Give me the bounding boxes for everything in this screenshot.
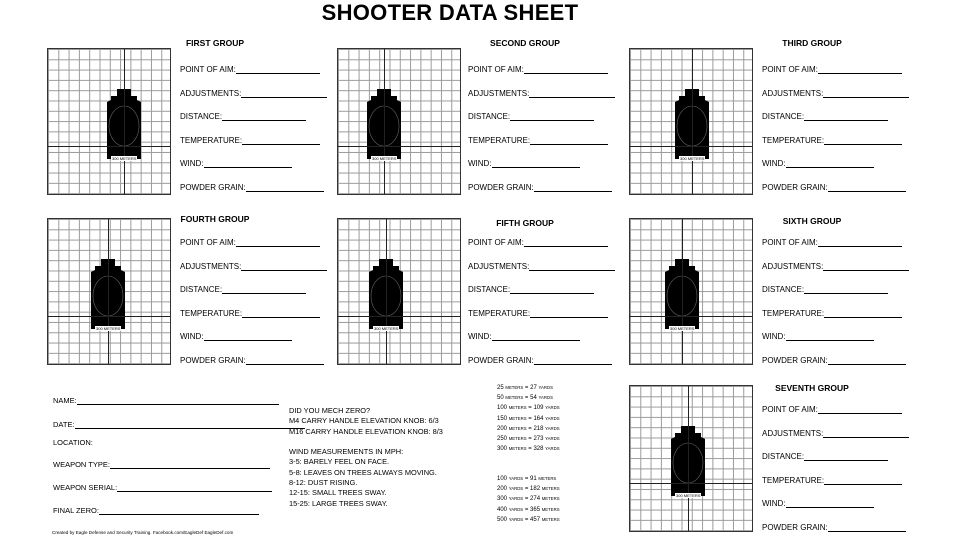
conversion-list-yards-to-meters [497,474,560,525]
aim-line-horizontal [48,316,170,317]
shooter-field-label: NAME: [53,396,77,405]
conversion-row: 150 METERS = 164 YARDS [497,415,560,422]
field-point-of-aim [180,65,320,74]
conversion-row: 50 METERS = 54 YARDS [497,395,553,402]
field-label: TEMPERATURE: [180,308,243,318]
target-grid [337,218,461,365]
conv-result-unit: YARDS [545,405,560,411]
conv-value: 25 [497,385,504,391]
conv-result: 164 [533,415,544,422]
conv-value: 300 [497,496,508,503]
field-label: WIND: [180,159,204,169]
target-distance-label: 300 METERS [676,493,701,498]
field-distance [180,112,306,121]
silhouette-target-icon [48,219,172,366]
field-label: DISTANCE: [180,285,223,295]
field-input-line[interactable] [529,262,615,271]
field-temperature [762,136,902,145]
field-adjustments [762,429,909,438]
field-label: POINT OF AIM: [180,238,236,247]
field-label: ADJUSTMENTS: [762,428,824,438]
page-title: SHOOTER DATA SHEET [321,0,579,25]
target-grid [47,48,171,195]
field-label: ADJUSTMENTS: [468,261,530,271]
conv-result-unit: METERS [541,496,560,502]
field-wind [180,332,292,341]
shooter-field-label: WEAPON TYPE: [53,460,110,469]
field-input-line[interactable] [246,356,324,365]
target-grid [47,218,171,365]
field-label: POWDER GRAIN: [762,523,828,532]
aim-line-vertical [124,49,125,194]
conv-unit: METERS [508,415,527,421]
field-label: ADJUSTMENTS: [180,261,242,271]
field-wind [762,332,874,341]
conv-value: 100 [497,476,508,482]
field-label: DISTANCE: [180,112,223,122]
conv-unit: YARDS [508,516,524,522]
note-line [289,437,443,447]
conv-value: 500 [497,516,508,523]
field-label: WIND: [180,332,204,342]
group-title: FIRST GROUP [185,38,245,48]
field-adjustments [180,262,327,271]
field-input-line[interactable] [204,332,292,341]
conv-result: 457 [530,516,541,523]
field-input-line[interactable] [786,332,874,341]
field-input-line[interactable] [510,285,594,294]
field-input-line[interactable] [246,183,324,192]
field-label: ADJUSTMENTS: [762,261,824,271]
conversion-row: 100 METERS = 109 YARDS [497,405,560,412]
conversion-row: 300 YARDS = 274 METERS [497,496,560,503]
conv-result: 109 [533,405,544,412]
conv-result: 365 [530,506,541,513]
field-label: POINT OF AIM: [468,65,524,74]
shooter-field-input-line[interactable] [110,460,270,469]
note-line: 3-5: BARELY FEEL ON FACE. [289,457,390,467]
field-temperature [180,136,320,145]
silhouette-target-icon [338,49,462,196]
conversion-row: 300 METERS = 328 YARDS [497,446,560,453]
shooter-field [53,460,270,469]
shooter-field-label: FINAL ZERO: [53,506,99,515]
field-label: DISTANCE: [762,452,805,462]
field-input-line[interactable] [236,65,320,74]
shooter-field [53,438,93,447]
silhouette-target-icon [630,386,754,533]
field-input-line[interactable] [242,309,320,318]
conv-result-unit: YARDS [545,446,560,452]
field-powder-grain [762,523,906,532]
shooter-field [53,483,272,492]
shooter-field-input-line[interactable] [75,420,305,429]
conv-unit: YARDS [508,506,524,512]
conversion-row: 500 YARDS = 457 METERS [497,516,560,523]
field-distance [180,285,306,294]
field-point-of-aim [762,65,902,74]
conv-result: 218 [533,425,544,432]
field-label: DISTANCE: [762,285,805,295]
conv-result: 274 [530,496,541,503]
field-input-line[interactable] [823,429,909,438]
field-input-line[interactable] [804,285,888,294]
field-input-line[interactable] [242,136,320,145]
field-distance [468,285,594,294]
conv-result: 27 [530,385,537,391]
conv-result-unit: YARDS [545,415,560,421]
aim-line-horizontal [338,316,460,317]
field-wind [468,159,580,168]
field-input-line[interactable] [818,405,902,414]
field-wind [762,499,874,508]
conversion-row: 400 YARDS = 365 METERS [497,506,560,513]
field-input-line[interactable] [818,238,902,247]
conv-result-unit: YARDS [538,385,553,390]
conversion-row: 200 YARDS = 182 METERS [497,486,560,493]
field-adjustments [468,262,615,271]
field-input-line[interactable] [824,476,902,485]
conv-value: 150 [497,415,508,422]
field-label: POINT OF AIM: [468,238,524,247]
field-input-line[interactable] [529,89,615,98]
field-powder-grain [468,183,612,192]
group-title: FIFTH GROUP [496,218,554,228]
conv-unit: YARDS [508,486,524,492]
field-point-of-aim [762,238,902,247]
field-input-line[interactable] [534,183,612,192]
conversion-row: 200 METERS = 218 YARDS [497,425,560,432]
conv-value: 100 [497,405,508,412]
field-label: POWDER GRAIN: [762,183,828,192]
field-label: POWDER GRAIN: [468,356,534,365]
target-distance-label: 300 METERS [96,326,121,331]
conv-value: 300 [497,446,508,453]
field-input-line[interactable] [828,183,906,192]
field-input-line[interactable] [241,262,327,271]
field-label: TEMPERATURE: [468,308,531,318]
group-title: SECOND GROUP [490,38,560,48]
target-grid [629,385,753,532]
conversion-list-meters-to-yards [497,383,560,454]
field-label: TEMPERATURE: [180,135,243,145]
target-distance-label: 300 METERS [112,156,137,161]
field-temperature [468,136,608,145]
field-wind [468,332,580,341]
field-label: TEMPERATURE: [468,135,531,145]
zero-and-wind-notes [289,406,443,509]
shooter-field-input-line[interactable] [117,483,272,492]
field-powder-grain [180,183,324,192]
field-adjustments [762,262,909,271]
group-title: SIXTH GROUP [782,216,842,226]
field-label: POWDER GRAIN: [180,183,246,192]
field-label: POINT OF AIM: [762,65,818,74]
field-powder-grain [762,356,906,365]
silhouette-target-icon [48,49,172,196]
conv-unit: METERS [505,385,524,390]
field-input-line[interactable] [818,65,902,74]
field-input-line[interactable] [824,309,902,318]
field-label: POWDER GRAIN: [468,183,534,192]
aim-line-horizontal [630,316,752,317]
field-input-line[interactable] [236,238,320,247]
conversion-row: 25 METERS = 27 YARDS [497,385,553,391]
field-label: WIND: [762,332,786,342]
aim-line-vertical [384,49,385,194]
conv-result-unit: METERS [541,486,560,492]
field-input-line[interactable] [828,523,906,532]
field-point-of-aim [468,238,608,247]
field-label: ADJUSTMENTS: [762,88,824,98]
field-input-line[interactable] [828,356,906,365]
aim-line-vertical [682,219,683,364]
field-label: WIND: [468,159,492,169]
conv-unit: METERS [508,446,527,452]
field-input-line[interactable] [823,262,909,271]
field-label: ADJUSTMENTS: [468,88,530,98]
conv-result: 328 [533,446,544,453]
conv-result-unit: METERS [541,516,560,522]
field-input-line[interactable] [222,285,306,294]
conversion-row: 100 YARDS = 91 METERS [497,476,557,482]
field-label: WIND: [762,499,786,509]
group-title: THIRD GROUP [782,38,842,48]
field-input-line[interactable] [241,89,327,98]
shooter-field-label: DATE: [53,420,75,429]
conv-result: 91 [530,476,537,482]
field-input-line[interactable] [530,136,608,145]
aim-line-horizontal [48,146,170,147]
shooter-field [53,396,279,405]
shooter-field-input-line[interactable] [99,506,259,515]
field-distance [762,285,888,294]
shooter-field-label: LOCATION: [53,438,93,447]
field-label: WIND: [468,332,492,342]
conv-value: 400 [497,506,508,513]
aim-line-vertical [688,386,689,531]
field-input-line[interactable] [524,238,608,247]
conv-value: 200 [497,486,508,493]
field-input-line[interactable] [786,499,874,508]
field-temperature [762,309,902,318]
note-line: WIND MEASUREMENTS IN MPH: [289,447,404,457]
field-label: TEMPERATURE: [762,475,825,485]
shooter-field-input-line[interactable] [77,396,279,405]
conv-unit: YARDS [508,496,524,502]
field-adjustments [762,89,909,98]
field-label: POINT OF AIM: [762,238,818,247]
conv-unit: METERS [508,405,527,411]
conv-value: 50 [497,395,504,402]
field-adjustments [180,89,327,98]
field-input-line[interactable] [534,356,612,365]
field-label: DISTANCE: [468,112,511,122]
target-grid [337,48,461,195]
field-temperature [468,309,608,318]
conv-result: 182 [530,486,541,493]
field-distance [762,112,888,121]
footer-credit: Created by Eagle Defense and Security Training. Facebook.com/EagleDef EagleDef.com [52,530,234,535]
field-temperature [762,476,902,485]
field-input-line[interactable] [804,452,888,461]
conv-result-unit: METERS [538,476,557,481]
field-input-line[interactable] [823,89,909,98]
aim-line-vertical [386,219,387,364]
field-input-line[interactable] [530,309,608,318]
field-distance [468,112,594,121]
field-label: DISTANCE: [762,112,805,122]
conv-unit: METERS [508,436,527,442]
field-label: TEMPERATURE: [762,308,825,318]
shooter-field [53,420,305,429]
conv-value: 250 [497,436,508,443]
field-point-of-aim [762,405,902,414]
note-line: 15-25: LARGE TREES SWAY. [289,498,388,508]
aim-line-horizontal [338,146,460,147]
field-distance [762,452,888,461]
conv-unit: METERS [505,395,524,401]
conv-result-unit: METERS [541,506,560,512]
field-label: POWDER GRAIN: [762,356,828,365]
silhouette-target-icon [630,219,754,366]
field-wind [180,159,292,168]
silhouette-target-icon [338,219,462,366]
note-line: M4 CARRY HANDLE ELEVATION KNOB: 6/3 [289,416,439,426]
conv-unit: METERS [508,425,527,431]
target-distance-label: 300 METERS [372,156,397,161]
field-label: ADJUSTMENTS: [180,88,242,98]
target-grid [629,48,753,195]
field-label: POWDER GRAIN: [180,356,246,365]
target-distance-label: 300 METERS [374,326,399,331]
aim-line-horizontal [630,483,752,484]
field-input-line[interactable] [824,136,902,145]
field-label: TEMPERATURE: [762,135,825,145]
conv-unit: YARDS [508,476,524,481]
note-line: 12-15: SMALL TREES SWAY. [289,488,387,498]
conv-result: 273 [533,436,544,443]
field-input-line[interactable] [786,159,874,168]
field-wind [762,159,874,168]
conv-value: 200 [497,425,508,432]
field-input-line[interactable] [222,112,306,121]
shooter-field-label: WEAPON SERIAL: [53,483,118,492]
note-line: M16 CARRY HANDLE ELEVATION KNOB: 8/3 [289,426,443,436]
field-input-line[interactable] [204,159,292,168]
conversion-row: 250 METERS = 273 YARDS [497,436,560,443]
aim-line-horizontal [630,146,752,147]
field-label: POINT OF AIM: [180,65,236,74]
conv-result: 54 [530,395,537,402]
conv-result-unit: YARDS [545,436,560,442]
field-label: WIND: [762,159,786,169]
group-title: SEVENTH GROUP [775,383,849,393]
field-input-line[interactable] [492,159,580,168]
field-input-line[interactable] [510,112,594,121]
field-point-of-aim [468,65,608,74]
field-point-of-aim [180,238,320,247]
field-input-line[interactable] [492,332,580,341]
target-grid [629,218,753,365]
aim-line-vertical [108,219,109,364]
field-powder-grain [762,183,906,192]
group-title: FOURTH GROUP [180,214,250,224]
field-input-line[interactable] [804,112,888,121]
field-label: POINT OF AIM: [762,405,818,414]
note-line: 8-12: DUST RISING. [289,478,358,488]
conv-result-unit: YARDS [545,425,560,431]
aim-line-vertical [692,49,693,194]
field-powder-grain [180,356,324,365]
field-adjustments [468,89,615,98]
note-line: DID YOU MECH ZERO? [289,406,371,415]
field-powder-grain [468,356,612,365]
target-distance-label: 300 METERS [670,326,695,331]
field-temperature [180,309,320,318]
conv-result-unit: YARDS [538,395,553,401]
field-input-line[interactable] [524,65,608,74]
target-distance-label: 300 METERS [680,156,705,161]
note-line: 5-8: LEAVES ON TREES ALWAYS MOVING. [289,467,437,477]
shooter-field [53,506,259,515]
field-label: DISTANCE: [468,285,511,295]
